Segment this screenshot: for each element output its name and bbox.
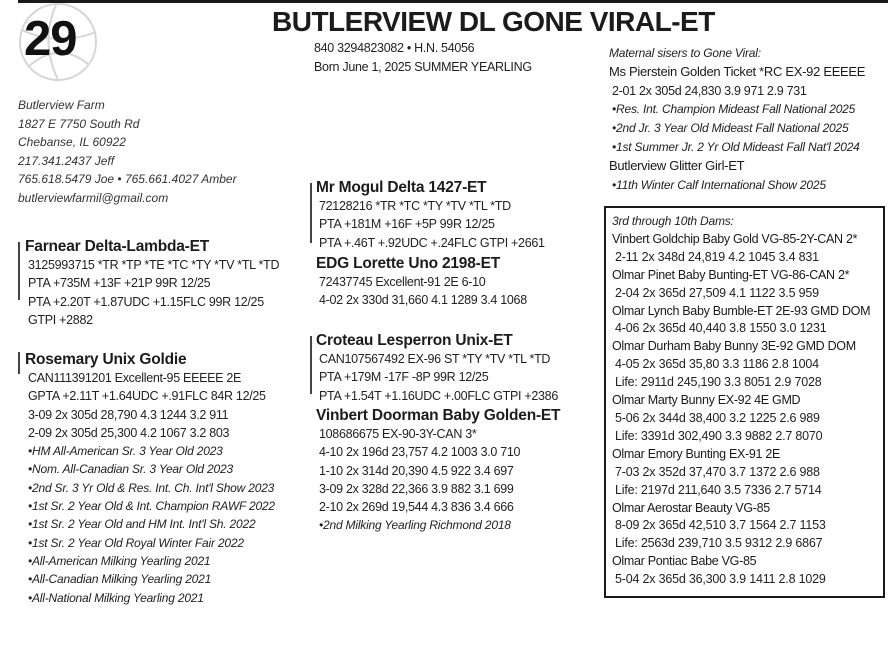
consignor-line: 217.341.2437 Jeff: [18, 153, 115, 168]
dam-line: 3-09 2x 305d 28,790 4.3 1244 3.2 911: [28, 407, 229, 422]
dam-ancestor-lifetime: Life: 2911d 245,190 3.3 8051 2.9 7028: [615, 375, 822, 390]
lot-number: 29: [24, 12, 77, 66]
sire-line: 3125993715 *TR *TP *TE *TC *TY *TV *TL *TD: [28, 258, 280, 272]
sire-dam-block: [316, 255, 527, 310]
dam-dam-line: 2-10 2x 269d 19,544 4.3 836 3.4 666: [319, 500, 514, 515]
dam-sire-line: CAN107567492 EX-96 ST *TY *TV *TL *TD: [319, 352, 551, 366]
dam-sire-line: PTA +179M -17F -8P 99R 12/25: [319, 370, 489, 385]
sire-dam-name: EDG Lorette Uno 2198-ET: [316, 255, 501, 272]
consignor-line: Chebanse, IL 60922: [18, 135, 126, 150]
sire-line: PTA +2.20T +1.87UDC +1.15FLC 99R 12/25: [28, 294, 264, 309]
page-title: BUTLERVIEW DL GONE VIRAL-ET: [272, 6, 715, 37]
sire-block: [25, 238, 279, 329]
dam-ancestor-lifetime: Life: 2197d 211,640 3.5 7336 2.7 5714: [615, 482, 822, 497]
dam-ancestor-name: Vinbert Goldchip Baby Gold VG-85-2Y-CAN 2*: [612, 231, 858, 246]
sister-honor: •11th Winter Calf International Show 2025: [612, 177, 826, 192]
birth-line: Born June 1, 2025 SUMMER YEARLING: [314, 60, 532, 74]
dam-dam-line: 4-10 2x 196d 23,757 4.2 1003 3.0 710: [319, 445, 521, 460]
dam-dam-block: [316, 407, 560, 535]
dam-sire-line: PTA +1.54T +1.16UDC +.00FLC GTPI +2386: [319, 388, 558, 403]
dam-ancestor-record: 4-05 2x 365d 35,80 3.3 1186 2.8 1004: [615, 357, 819, 372]
maternal-sisters: [609, 44, 865, 194]
dam-ancestor-record: 7-03 2x 352d 37,470 3.7 1372 2.6 988: [615, 464, 820, 479]
dams-heading: 3rd through 10th Dams:: [612, 214, 734, 228]
dam-honor: •2nd Sr. 3 Yr Old & Res. Int. Ch. Int'l Show 2023: [28, 480, 275, 495]
sister-honor: •Res. Int. Champion Mideast Fall National 2025: [612, 102, 856, 117]
dam-dam-line: 3-09 2x 328d 22,366 3.9 882 3.1 699: [319, 481, 514, 496]
dam-honor: •1st Sr. 2 Year Old Royal Winter Fair 2022: [28, 535, 244, 550]
sire-sire-line: PTA +.46T +.92UDC +.24FLC GTPI +2661: [319, 235, 545, 250]
dam-ancestor-lifetime: Life: 3391d 302,490 3.3 9882 2.7 8070: [615, 428, 823, 443]
registration-line: 840 3294823082 • H.N. 54056: [314, 41, 475, 55]
dam-ancestor-record: 8-09 2x 365d 42,510 3.7 1564 2.7 1153: [615, 518, 826, 533]
dam-honor: •Nom. All-Canadian Sr. 3 Year Old 2023: [28, 462, 233, 477]
sire-sire-line: 72128216 *TR *TC *TY *TV *TL *TD: [319, 199, 511, 213]
dam-line: CAN111391201 Excellent-95 EEEEE 2E: [28, 371, 242, 385]
dam-ancestor-name: Olmar Emory Bunting EX-91 2E: [612, 446, 781, 461]
dam-block: [25, 351, 275, 607]
dam-sire-block: [316, 332, 558, 405]
dam-ancestor-name: Olmar Pontiac Babe VG-85: [612, 554, 757, 569]
consignor-line: 1827 E 7750 South Rd: [18, 116, 140, 131]
dam-line: 2-09 2x 305d 25,300 4.2 1067 3.2 803: [28, 425, 230, 440]
dam-ancestor-record: 4-06 2x 365d 40,440 3.8 1550 3.0 1231: [615, 321, 827, 336]
dam-dam-name: Vinbert Doorman Baby Golden-ET: [316, 407, 561, 424]
consignor-line: 765.618.5479 Joe • 765.661.4027 Amber: [18, 172, 237, 187]
sister-honor: •2nd Jr. 3 Year Old Mideast Fall National 2025: [612, 121, 849, 136]
dam-ancestor-record: 5-04 2x 365d 36,300 3.9 1411 2.8 1029: [615, 572, 826, 587]
dam-ancestor-name: Olmar Aerostar Beauty VG-85: [612, 500, 770, 515]
dam-honor: •1st Sr. 2 Year Old and HM Int. Int'l Sh. 2022: [28, 517, 256, 532]
sisters-heading: Maternal sisers to Gone Viral:: [609, 46, 761, 60]
dam-ancestor-name: Olmar Marty Bunny EX-92 4E GMD: [612, 393, 801, 408]
dam-honor: •1st Sr. 2 Year Old & Int. Champion RAWF 2022: [28, 499, 275, 514]
sister-name: Butlerview Glitter Girl-ET: [609, 157, 745, 173]
dam-dam-line: 108686675 EX-90-3Y-CAN 3*: [319, 427, 477, 441]
dam-ancestor-name: Olmar Lynch Baby Bumble-ET 2E-93 GMD DOM: [612, 303, 871, 318]
sire-dam-line: 72437745 Excellent-91 2E 6-10: [319, 275, 486, 289]
consignor-line: butlerviewfarmil@gmail.com: [18, 190, 169, 205]
pedigree-bracket: [310, 336, 312, 394]
top-rule: [18, 0, 888, 3]
sire-sire-line: PTA +181M +16F +5P 99R 12/25: [319, 217, 495, 232]
dams-box: [604, 206, 885, 598]
pedigree-bracket: [18, 242, 20, 300]
sire-sire-name: Mr Mogul Delta 1427-ET: [316, 179, 487, 196]
dam-sire-name: Croteau Lesperron Unix-ET: [316, 332, 513, 349]
dam-ancestor-name: Olmar Durham Baby Bunny 3E-92 GMD DOM: [612, 339, 856, 354]
sire-line: GTPI +2882: [28, 312, 93, 327]
dam-ancestor-record: 2-04 2x 365d 27,509 4.1 1122 3.5 959: [615, 285, 819, 300]
dam-honor: •HM All-American Sr. 3 Year Old 2023: [28, 444, 223, 459]
sister-honor: •1st Summer Jr. 2 Yr Old Mideast Fall Nat'l 2024: [612, 139, 860, 154]
dam-dam-line: 1-10 2x 314d 20,390 4.5 922 3.4 697: [319, 463, 514, 478]
sister-record: 2-01 2x 305d 24,830 3.9 971 2.9 731: [612, 83, 807, 98]
dam-honor: •All-American Milking Yearling 2021: [28, 553, 211, 568]
sire-sire-block: [316, 179, 545, 252]
pedigree-bracket: [18, 352, 20, 374]
sire-name: Farnear Delta-Lambda-ET: [25, 238, 210, 255]
dam-dam-honor: •2nd Milking Yearling Richmond 2018: [319, 518, 511, 533]
dam-ancestor-name: Olmar Pinet Baby Bunting-ET VG-86-CAN 2*: [612, 267, 850, 282]
dam-ancestor-lifetime: Life: 2563d 239,710 3.5 9312 2.9 6867: [615, 536, 823, 551]
sister-name: Ms Pierstein Golden Ticket *RC EX-92 EEEEE: [609, 63, 866, 79]
dam-line: GPTA +2.11T +1.64UDC +.91FLC 84R 12/25: [28, 389, 266, 404]
dam-name: Rosemary Unix Goldie: [25, 351, 187, 368]
sire-dam-line: 4-02 2x 330d 31,660 4.1 1289 3.4 1068: [319, 293, 527, 308]
dam-ancestor-record: 2-11 2x 348d 24,819 4.2 1045 3.4 831: [615, 249, 819, 264]
consignor-line: Butlerview Farm: [18, 98, 105, 112]
pedigree-bracket: [310, 183, 312, 243]
dam-honor: •All-Canadian Milking Yearling 2021: [28, 572, 212, 587]
consignor-info: [18, 96, 237, 208]
dam-ancestor-record: 5-06 2x 344d 38,400 3.2 1225 2.6 989: [615, 410, 820, 425]
sire-line: PTA +735M +13F +21P 99R 12/25: [28, 276, 211, 291]
dam-honor: •All-National Milking Yearling 2021: [28, 590, 204, 605]
